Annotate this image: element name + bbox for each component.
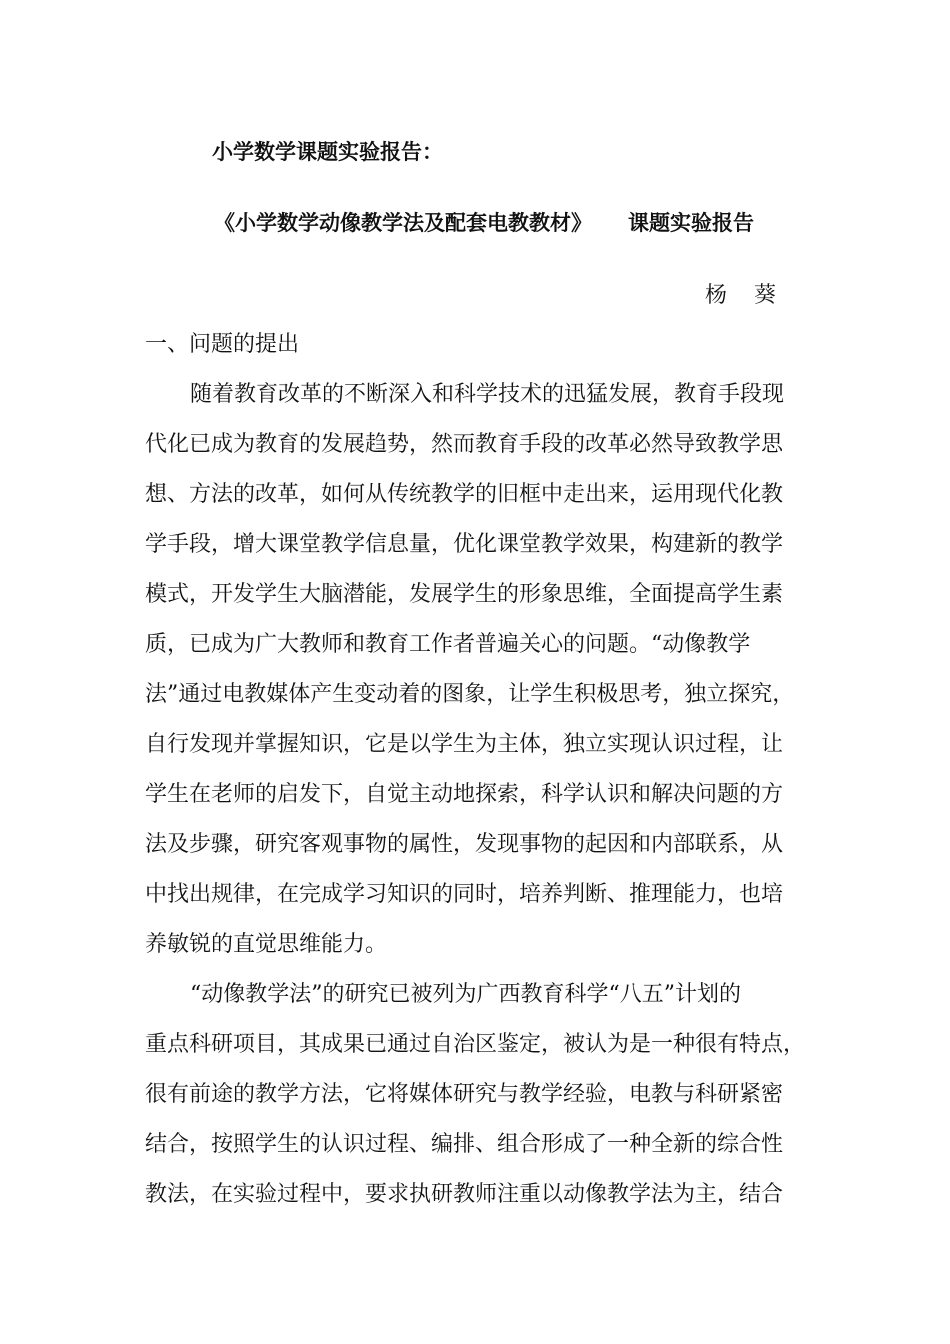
paragraph-1-line: 质，已成为广大教师和教育工作者普遍关心的问题。“动像教学 (145, 632, 751, 657)
subtitle-suffix: 课题实验报告 (628, 211, 754, 235)
paragraph-1-line: 养敏锐的直觉思维能力。 (145, 932, 388, 957)
paragraph-2-line: 教法，在实验过程中，要求执研教师注重以动像教学法为主，结合 (145, 1182, 784, 1207)
paragraph-1-line: 模式，开发学生大脑潜能，发展学生的形象思维，全面提高学生素 (145, 582, 784, 607)
report-subtitle (214, 208, 754, 238)
paragraph-1-line: 代化已成为教育的发展趋势，然而教育手段的改革必然导致教学思 (145, 432, 784, 457)
section-heading: 一、问题的提出 (145, 332, 300, 357)
paragraph-1-line: 中找出规律，在完成学习知识的同时，培养判断、推理能力，也培 (145, 882, 784, 907)
report-title: 小学数学课题实验报告： (212, 140, 443, 164)
paragraph-2-line: 很有前途的教学方法，它将媒体研究与教学经验，电教与科研紧密 (145, 1082, 784, 1107)
paragraph-2-line: “动像教学法”的研究已被列为广西教育科学“八五”计划的 (190, 982, 741, 1007)
paragraph-1-line: 自行发现并掌握知识，它是以学生为主体，独立实现认识过程，让 (145, 732, 784, 757)
paragraph-2-line: 重点科研项目，其成果已通过自治区鉴定，被认为是一种很有特点， (145, 1032, 806, 1057)
subtitle-book-name: 《小学数学动像教学法及配套电教教材》 (214, 211, 592, 235)
paragraph-1-line: 想、方法的改革，如何从传统教学的旧框中走出来，运用现代化教 (145, 482, 784, 507)
paragraph-1-line: 随着教育改革的不断深入和科学技术的迅猛发展，教育手段现 (190, 382, 785, 407)
paragraph-1-line: 法及步骤，研究客观事物的属性，发现事物的起因和内部联系，从 (145, 832, 784, 857)
paragraph-1-line: 学手段，增大课堂教学信息量，优化课堂教学效果，构建新的教学 (145, 532, 784, 557)
paragraph-2-line: 结合，按照学生的认识过程、编排、组合形成了一种全新的综合性 (145, 1132, 784, 1157)
paragraph-1-line: 学生在老师的启发下，自觉主动地探索，科学认识和解决问题的方 (145, 782, 784, 807)
author-name: 杨 葵 (705, 283, 786, 308)
paragraph-1-line: 法”通过电教媒体产生变动着的图象，让学生积极思考，独立探究， (145, 682, 795, 707)
